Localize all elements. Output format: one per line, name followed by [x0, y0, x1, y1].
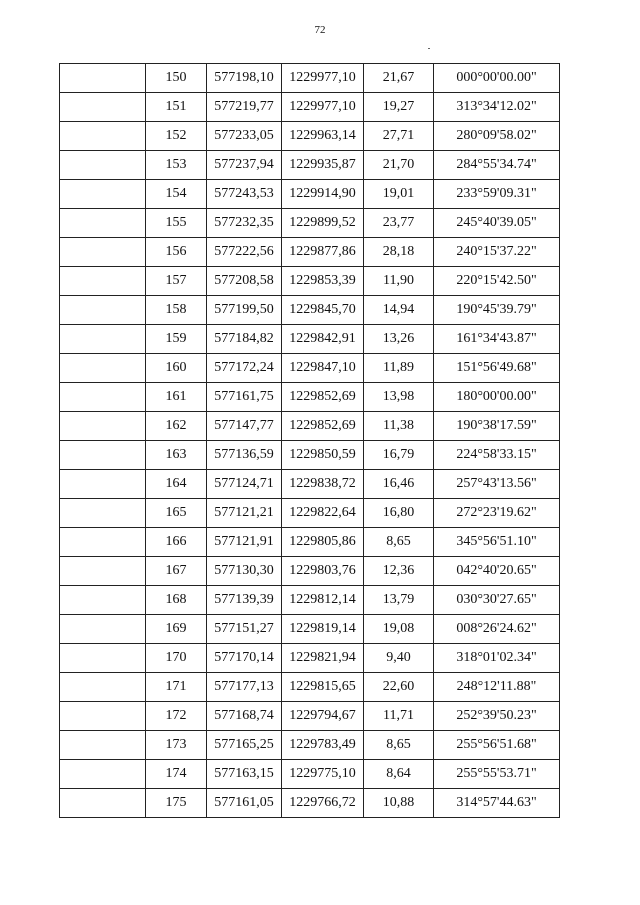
direction-angle-cell: 180°00'00.00" — [434, 383, 560, 412]
x-coordinate-cell: 577219,77 — [207, 93, 282, 122]
segment-length-cell: 12,36 — [364, 557, 434, 586]
table-row — [60, 383, 560, 412]
segment-length-cell: 23,77 — [364, 209, 434, 238]
y-coordinate-cell: 1229812,14 — [282, 586, 364, 615]
direction-angle-cell: 240°15'37.22" — [434, 238, 560, 267]
segment-length-cell: 19,27 — [364, 93, 434, 122]
segment-length-cell: 8,65 — [364, 528, 434, 557]
table-row — [60, 441, 560, 470]
x-coordinate-cell: 577136,59 — [207, 441, 282, 470]
x-coordinate-cell: 577170,14 — [207, 644, 282, 673]
point-number-cell: 175 — [146, 789, 207, 818]
segment-length-cell: 22,60 — [364, 673, 434, 702]
x-coordinate-cell: 577130,30 — [207, 557, 282, 586]
table-row — [60, 238, 560, 267]
point-number-cell: 173 — [146, 731, 207, 760]
direction-angle-cell: 161°34'43.87" — [434, 325, 560, 354]
point-number-cell: 162 — [146, 412, 207, 441]
table-row — [60, 586, 560, 615]
blank-cell — [60, 470, 146, 499]
direction-angle-cell: 345°56'51.10" — [434, 528, 560, 557]
direction-angle-cell: 190°38'17.59" — [434, 412, 560, 441]
segment-length-cell: 27,71 — [364, 122, 434, 151]
segment-length-cell: 8,65 — [364, 731, 434, 760]
direction-angle-cell: 284°55'34.74" — [434, 151, 560, 180]
point-number-cell: 163 — [146, 441, 207, 470]
coordinates-table — [59, 63, 560, 818]
point-number-cell: 167 — [146, 557, 207, 586]
blank-cell — [60, 122, 146, 151]
segment-length-cell: 14,94 — [364, 296, 434, 325]
page-number: 72 — [314, 24, 326, 36]
point-number-cell: 171 — [146, 673, 207, 702]
x-coordinate-cell: 577208,58 — [207, 267, 282, 296]
segment-length-cell: 9,40 — [364, 644, 434, 673]
point-number-cell: 165 — [146, 499, 207, 528]
direction-angle-cell: 151°56'49.68" — [434, 354, 560, 383]
x-coordinate-cell: 577199,50 — [207, 296, 282, 325]
x-coordinate-cell: 577121,91 — [207, 528, 282, 557]
scan-speck — [428, 48, 430, 49]
direction-angle-cell: 248°12'11.88" — [434, 673, 560, 702]
blank-cell — [60, 789, 146, 818]
point-number-cell: 166 — [146, 528, 207, 557]
y-coordinate-cell: 1229766,72 — [282, 789, 364, 818]
point-number-cell: 154 — [146, 180, 207, 209]
table-row — [60, 296, 560, 325]
table-row — [60, 267, 560, 296]
x-coordinate-cell: 577147,77 — [207, 412, 282, 441]
y-coordinate-cell: 1229977,10 — [282, 64, 364, 93]
y-coordinate-cell: 1229805,86 — [282, 528, 364, 557]
segment-length-cell: 13,26 — [364, 325, 434, 354]
segment-length-cell: 10,88 — [364, 789, 434, 818]
direction-angle-cell: 190°45'39.79" — [434, 296, 560, 325]
blank-cell — [60, 731, 146, 760]
segment-length-cell: 11,38 — [364, 412, 434, 441]
x-coordinate-cell: 577168,74 — [207, 702, 282, 731]
y-coordinate-cell: 1229852,69 — [282, 412, 364, 441]
table-row — [60, 64, 560, 93]
direction-angle-cell: 042°40'20.65" — [434, 557, 560, 586]
direction-angle-cell: 313°34'12.02" — [434, 93, 560, 122]
blank-cell — [60, 151, 146, 180]
table-body — [60, 64, 560, 818]
table-row — [60, 528, 560, 557]
blank-cell — [60, 209, 146, 238]
segment-length-cell: 21,67 — [364, 64, 434, 93]
table-row — [60, 209, 560, 238]
blank-cell — [60, 64, 146, 93]
segment-length-cell: 13,79 — [364, 586, 434, 615]
point-number-cell: 158 — [146, 296, 207, 325]
y-coordinate-cell: 1229815,65 — [282, 673, 364, 702]
direction-angle-cell: 008°26'24.62" — [434, 615, 560, 644]
direction-angle-cell: 224°58'33.15" — [434, 441, 560, 470]
table-row — [60, 760, 560, 789]
direction-angle-cell: 318°01'02.34" — [434, 644, 560, 673]
x-coordinate-cell: 577222,56 — [207, 238, 282, 267]
table-row — [60, 325, 560, 354]
blank-cell — [60, 644, 146, 673]
segment-length-cell: 16,46 — [364, 470, 434, 499]
direction-angle-cell: 252°39'50.23" — [434, 702, 560, 731]
point-number-cell: 161 — [146, 383, 207, 412]
y-coordinate-cell: 1229914,90 — [282, 180, 364, 209]
x-coordinate-cell: 577161,75 — [207, 383, 282, 412]
table-row — [60, 470, 560, 499]
table-row — [60, 789, 560, 818]
point-number-cell: 156 — [146, 238, 207, 267]
segment-length-cell: 21,70 — [364, 151, 434, 180]
y-coordinate-cell: 1229853,39 — [282, 267, 364, 296]
y-coordinate-cell: 1229819,14 — [282, 615, 364, 644]
table-row — [60, 615, 560, 644]
direction-angle-cell: 255°56'51.68" — [434, 731, 560, 760]
direction-angle-cell: 220°15'42.50" — [434, 267, 560, 296]
blank-cell — [60, 528, 146, 557]
segment-length-cell: 11,89 — [364, 354, 434, 383]
x-coordinate-cell: 577124,71 — [207, 470, 282, 499]
point-number-cell: 174 — [146, 760, 207, 789]
x-coordinate-cell: 577198,10 — [207, 64, 282, 93]
point-number-cell: 153 — [146, 151, 207, 180]
segment-length-cell: 11,71 — [364, 702, 434, 731]
segment-length-cell: 19,08 — [364, 615, 434, 644]
y-coordinate-cell: 1229977,10 — [282, 93, 364, 122]
blank-cell — [60, 325, 146, 354]
blank-cell — [60, 673, 146, 702]
direction-angle-cell: 272°23'19.62" — [434, 499, 560, 528]
y-coordinate-cell: 1229838,72 — [282, 470, 364, 499]
x-coordinate-cell: 577184,82 — [207, 325, 282, 354]
y-coordinate-cell: 1229783,49 — [282, 731, 364, 760]
x-coordinate-cell: 577233,05 — [207, 122, 282, 151]
segment-length-cell: 28,18 — [364, 238, 434, 267]
blank-cell — [60, 267, 146, 296]
point-number-cell: 160 — [146, 354, 207, 383]
y-coordinate-cell: 1229899,52 — [282, 209, 364, 238]
blank-cell — [60, 499, 146, 528]
y-coordinate-cell: 1229794,67 — [282, 702, 364, 731]
x-coordinate-cell: 577177,13 — [207, 673, 282, 702]
table-row — [60, 93, 560, 122]
y-coordinate-cell: 1229963,14 — [282, 122, 364, 151]
blank-cell — [60, 383, 146, 412]
point-number-cell: 151 — [146, 93, 207, 122]
table-row — [60, 499, 560, 528]
table-row — [60, 412, 560, 441]
x-coordinate-cell: 577161,05 — [207, 789, 282, 818]
table-row — [60, 702, 560, 731]
point-number-cell: 157 — [146, 267, 207, 296]
blank-cell — [60, 93, 146, 122]
table-row — [60, 673, 560, 702]
blank-cell — [60, 354, 146, 383]
direction-angle-cell: 000°00'00.00" — [434, 64, 560, 93]
x-coordinate-cell: 577163,15 — [207, 760, 282, 789]
y-coordinate-cell: 1229935,87 — [282, 151, 364, 180]
table-row — [60, 180, 560, 209]
table-row — [60, 644, 560, 673]
table-row — [60, 151, 560, 180]
y-coordinate-cell: 1229842,91 — [282, 325, 364, 354]
segment-length-cell: 16,80 — [364, 499, 434, 528]
blank-cell — [60, 296, 146, 325]
y-coordinate-cell: 1229821,94 — [282, 644, 364, 673]
point-number-cell: 169 — [146, 615, 207, 644]
y-coordinate-cell: 1229852,69 — [282, 383, 364, 412]
table-row — [60, 557, 560, 586]
x-coordinate-cell: 577243,53 — [207, 180, 282, 209]
point-number-cell: 170 — [146, 644, 207, 673]
blank-cell — [60, 760, 146, 789]
x-coordinate-cell: 577232,35 — [207, 209, 282, 238]
y-coordinate-cell: 1229803,76 — [282, 557, 364, 586]
blank-cell — [60, 180, 146, 209]
table-row — [60, 122, 560, 151]
x-coordinate-cell: 577151,27 — [207, 615, 282, 644]
segment-length-cell: 8,64 — [364, 760, 434, 789]
segment-length-cell: 13,98 — [364, 383, 434, 412]
point-number-cell: 168 — [146, 586, 207, 615]
point-number-cell: 155 — [146, 209, 207, 238]
point-number-cell: 164 — [146, 470, 207, 499]
direction-angle-cell: 030°30'27.65" — [434, 586, 560, 615]
segment-length-cell: 16,79 — [364, 441, 434, 470]
direction-angle-cell: 233°59'09.31" — [434, 180, 560, 209]
point-number-cell: 172 — [146, 702, 207, 731]
x-coordinate-cell: 577165,25 — [207, 731, 282, 760]
direction-angle-cell: 255°55'53.71" — [434, 760, 560, 789]
x-coordinate-cell: 577172,24 — [207, 354, 282, 383]
y-coordinate-cell: 1229775,10 — [282, 760, 364, 789]
direction-angle-cell: 314°57'44.63" — [434, 789, 560, 818]
blank-cell — [60, 238, 146, 267]
blank-cell — [60, 412, 146, 441]
y-coordinate-cell: 1229850,59 — [282, 441, 364, 470]
y-coordinate-cell: 1229877,86 — [282, 238, 364, 267]
direction-angle-cell: 257°43'13.56" — [434, 470, 560, 499]
direction-angle-cell: 280°09'58.02" — [434, 122, 560, 151]
y-coordinate-cell: 1229822,64 — [282, 499, 364, 528]
blank-cell — [60, 441, 146, 470]
x-coordinate-cell: 577139,39 — [207, 586, 282, 615]
y-coordinate-cell: 1229847,10 — [282, 354, 364, 383]
point-number-cell: 150 — [146, 64, 207, 93]
segment-length-cell: 19,01 — [364, 180, 434, 209]
blank-cell — [60, 615, 146, 644]
blank-cell — [60, 702, 146, 731]
segment-length-cell: 11,90 — [364, 267, 434, 296]
blank-cell — [60, 557, 146, 586]
point-number-cell: 152 — [146, 122, 207, 151]
point-number-cell: 159 — [146, 325, 207, 354]
table-row — [60, 731, 560, 760]
blank-cell — [60, 586, 146, 615]
direction-angle-cell: 245°40'39.05" — [434, 209, 560, 238]
table-row — [60, 354, 560, 383]
x-coordinate-cell: 577237,94 — [207, 151, 282, 180]
x-coordinate-cell: 577121,21 — [207, 499, 282, 528]
y-coordinate-cell: 1229845,70 — [282, 296, 364, 325]
